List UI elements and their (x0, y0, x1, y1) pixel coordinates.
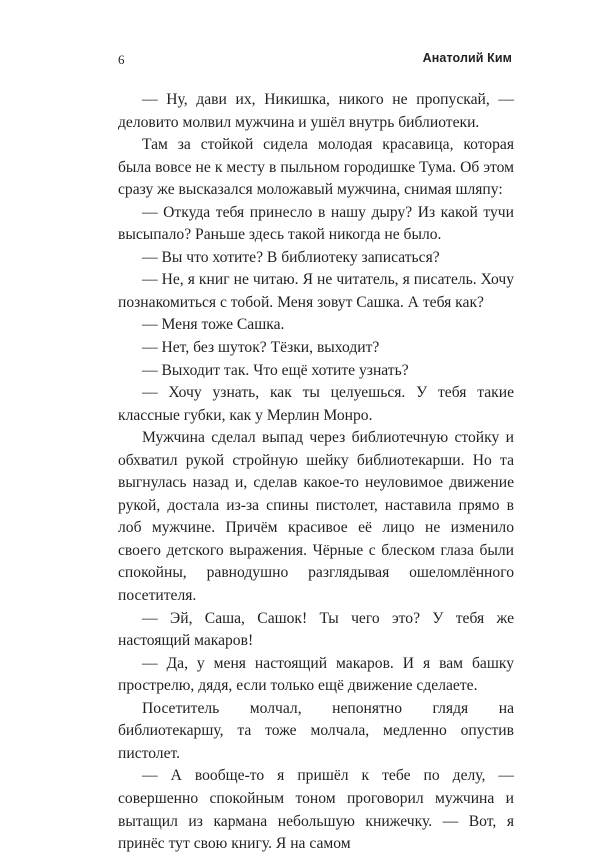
paragraph: — А вообще-то я пришёл к тебе по делу, — совершенно спокойным тоном проговорил мужчина и вытащил из кармана небольшую книжечку. — Вот, я принёс тут свою книгу. Я на самом (118, 767, 514, 853)
paragraph: Там за стойкой сидела молодая красавица, которая была вовсе не к месту в пыльном городишке Тума. Об этом сразу же высказался моложавый мужчина, снимая шляпу: (118, 136, 514, 199)
paragraph: — Эй, Саша, Сашок! Ты чего это? У тебя же настоящий макаров! (118, 609, 514, 650)
paragraph: — Меня тоже Сашка. (142, 316, 285, 334)
page-number: 6 (118, 52, 125, 67)
paragraph: — Откуда тебя принесло в нашу дыру? Из какой тучи высыпало? Раньше здесь такой никогда не было. (118, 203, 514, 244)
paragraph: — Выходит так. Что ещё хотите узнать? (142, 361, 409, 379)
paragraph: — Нет, без шуток? Тёзки, выходит? (142, 339, 380, 357)
paragraph: Посетитель молчал, непонятно глядя на библиотекаршу, та тоже молчала, медленно опустив пистолет. (118, 699, 514, 762)
paragraph: — Не, я книг не читаю. Я не читатель, я писатель. Хочу познакомиться с тобой. Меня зовут Сашка. А тебя как? (118, 271, 514, 311)
paragraph: Мужчина сделал выпад через библиотечную стойку и обхватил рукой стройную шейку библиотекарши. Но та выгнулась назад и, сделав какое-то неуловимое движение рукой, достала из-за спины пистолет, наставила прямо в лоб мужчине. Причём красивое её лицо не изменило своего детского выражения. Чёрные с блеском глаза были спокойны, равнодушно разглядывая ошеломлённого посетителя. (118, 429, 514, 605)
paragraph: — Хочу узнать, как ты целуешься. У тебя такие классные губки, как у Мерлин Монро. (118, 384, 514, 424)
paragraph: — Вы что хотите? В библиотеку записаться? (142, 248, 440, 266)
paragraph: — Да, у меня настоящий макаров. И я вам башку прострелю, дядя, если только ещё движение сделаете. (118, 654, 514, 695)
paragraph: — Ну, дави их, Никишка, никого не пропускай, — деловито молвил мужчина и ушёл внутрь библиотеки. (118, 91, 514, 131)
running-head-author: Анатолий Ким (422, 51, 512, 65)
body-text (118, 89, 514, 856)
